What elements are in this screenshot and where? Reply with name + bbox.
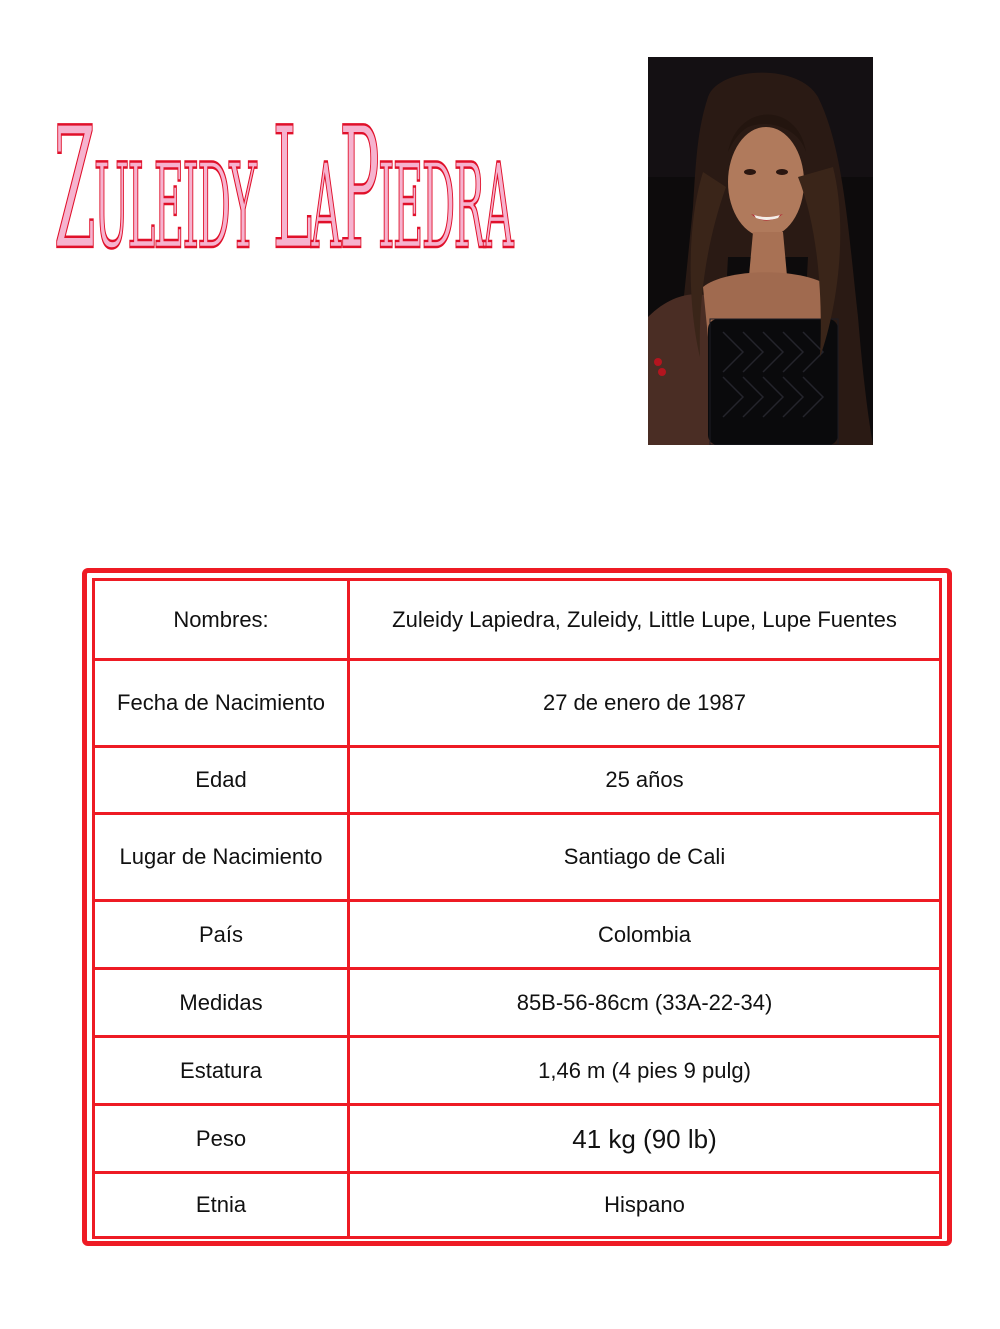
table-row — [94, 901, 941, 969]
row-value: 27 de enero de 1987 — [349, 660, 941, 747]
portrait-photo — [648, 57, 873, 445]
table-row — [94, 660, 941, 747]
table-row — [94, 969, 941, 1037]
row-value: 85B-56-86cm (33A-22-34) — [349, 969, 941, 1037]
row-value: Santiago de Cali — [349, 814, 941, 901]
row-value: 41 kg (90 lb) — [349, 1105, 941, 1173]
table-row — [94, 747, 941, 814]
row-label: Lugar de Nacimiento — [94, 814, 349, 901]
row-label: Peso — [94, 1105, 349, 1173]
table-row — [94, 1037, 941, 1105]
row-value: Zuleidy Lapiedra, Zuleidy, Little Lupe, Lupe Fuentes — [349, 580, 941, 660]
row-label: Fecha de Nacimiento — [94, 660, 349, 747]
table-row — [94, 1173, 941, 1238]
row-label: Etnia — [94, 1173, 349, 1238]
row-value: Colombia — [349, 901, 941, 969]
portrait-illustration — [648, 57, 873, 445]
row-label: Medidas — [94, 969, 349, 1037]
page-title — [50, 72, 520, 272]
row-value: 25 años — [349, 747, 941, 814]
table-row — [94, 814, 941, 901]
title-text: Zuleidy LaPiedra — [54, 90, 515, 272]
row-label: Nombres: — [94, 580, 349, 660]
row-label: Estatura — [94, 1037, 349, 1105]
table-row — [94, 580, 941, 660]
title-wordart — [50, 72, 520, 272]
row-value: 1,46 m (4 pies 9 pulg) — [349, 1037, 941, 1105]
row-label: País — [94, 901, 349, 969]
row-value: Hispano — [349, 1173, 941, 1238]
table-row — [94, 1105, 941, 1173]
facts-table — [92, 578, 942, 1239]
row-label: Edad — [94, 747, 349, 814]
facts-table-frame — [82, 568, 952, 1246]
